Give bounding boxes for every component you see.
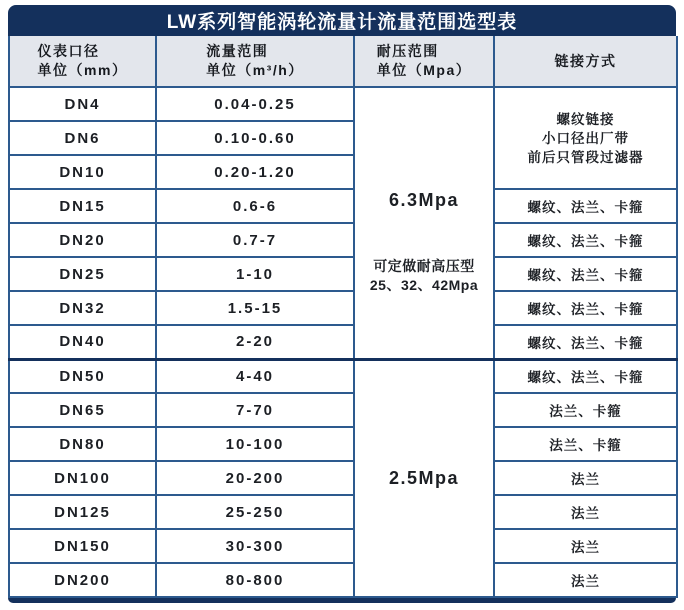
pressure-cell-63 xyxy=(354,87,494,359)
table-row-dn4 xyxy=(9,87,677,121)
connection-cell: 螺纹、法兰、卡箍 xyxy=(494,291,677,325)
connection-cell: 法兰 xyxy=(494,495,677,529)
bottom-border-bar xyxy=(8,598,676,603)
connection-cell: 法兰 xyxy=(494,563,677,597)
range-cell: 0.10-0.60 xyxy=(156,121,354,155)
table-row-dn100 xyxy=(9,461,677,495)
connection-note-cell xyxy=(494,87,677,189)
header-diameter-line2: 单位（mm） xyxy=(37,62,128,78)
connection-cell: 法兰 xyxy=(494,461,677,495)
connection-note-line2: 小口径出厂带 xyxy=(542,130,629,146)
range-cell: 0.7-7 xyxy=(156,223,354,257)
size-cell: DN6 xyxy=(9,121,156,155)
size-cell: DN4 xyxy=(9,87,156,121)
range-cell: 25-250 xyxy=(156,495,354,529)
size-cell: DN50 xyxy=(9,359,156,393)
range-cell: 0.6-6 xyxy=(156,189,354,223)
flow-range-table xyxy=(8,36,678,598)
range-cell: 20-200 xyxy=(156,461,354,495)
size-cell: DN32 xyxy=(9,291,156,325)
pressure-note-line2: 25、32、42Mpa xyxy=(369,277,479,294)
size-cell: DN65 xyxy=(9,393,156,427)
pressure-value: 2.5Mpa xyxy=(388,467,460,488)
pressure-value: 6.3Mpa xyxy=(388,190,460,211)
connection-cell: 螺纹、法兰、卡箍 xyxy=(494,257,677,291)
size-cell: DN80 xyxy=(9,427,156,461)
connection-note-line1: 螺纹链接 xyxy=(556,111,615,127)
size-cell: DN100 xyxy=(9,461,156,495)
table-title: LW系列智能涡轮流量计流量范围选型表 xyxy=(166,12,518,33)
header-flow-range xyxy=(156,36,354,87)
size-cell: DN40 xyxy=(9,325,156,359)
connection-cell: 法兰、卡箍 xyxy=(494,393,677,427)
range-cell: 4-40 xyxy=(156,359,354,393)
table-row-dn15 xyxy=(9,189,677,223)
size-cell: DN15 xyxy=(9,189,156,223)
header-connection-label: 链接方式 xyxy=(554,53,617,69)
header-diameter-line1: 仪表口径 xyxy=(37,43,100,59)
header-pressure-line2: 单位（Mpa） xyxy=(376,62,472,78)
range-cell: 0.20-1.20 xyxy=(156,155,354,189)
table-row-dn40 xyxy=(9,325,677,359)
header-flow-line2: 单位（m³/h） xyxy=(206,62,304,78)
size-cell: DN150 xyxy=(9,529,156,563)
table-row-dn50 xyxy=(9,359,677,393)
range-cell: 1.5-15 xyxy=(156,291,354,325)
header-pressure xyxy=(354,36,494,87)
table-row-dn80 xyxy=(9,427,677,461)
size-cell: DN200 xyxy=(9,563,156,597)
header-connection xyxy=(494,36,677,87)
connection-cell: 螺纹、法兰、卡箍 xyxy=(494,359,677,393)
connection-cell: 法兰 xyxy=(494,529,677,563)
table-row-dn150 xyxy=(9,529,677,563)
range-cell: 30-300 xyxy=(156,529,354,563)
selection-table-card xyxy=(8,5,676,603)
table-row-dn25 xyxy=(9,257,677,291)
range-cell: 80-800 xyxy=(156,563,354,597)
pressure-cell-25 xyxy=(354,359,494,597)
size-cell: DN25 xyxy=(9,257,156,291)
size-cell: DN125 xyxy=(9,495,156,529)
size-cell: DN10 xyxy=(9,155,156,189)
table-row-dn125 xyxy=(9,495,677,529)
range-cell: 10-100 xyxy=(156,427,354,461)
connection-cell: 螺纹、法兰、卡箍 xyxy=(494,325,677,359)
connection-note-line3: 前后只管段过滤器 xyxy=(527,149,644,165)
header-row xyxy=(9,36,677,87)
pressure-note-line1: 可定做耐高压型 xyxy=(373,258,475,275)
pressure-note xyxy=(370,257,478,295)
connection-cell: 螺纹、法兰、卡箍 xyxy=(494,223,677,257)
range-cell: 7-70 xyxy=(156,393,354,427)
connection-cell: 螺纹、法兰、卡箍 xyxy=(494,189,677,223)
table-row-dn200 xyxy=(9,563,677,597)
range-cell: 0.04-0.25 xyxy=(156,87,354,121)
table-row-dn65 xyxy=(9,393,677,427)
connection-cell: 法兰、卡箍 xyxy=(494,427,677,461)
table-title-bar xyxy=(8,5,676,36)
header-pressure-line1: 耐压范围 xyxy=(376,43,439,59)
range-cell: 2-20 xyxy=(156,325,354,359)
table-row-dn32 xyxy=(9,291,677,325)
header-diameter xyxy=(9,36,156,87)
range-cell: 1-10 xyxy=(156,257,354,291)
header-flow-line1: 流量范围 xyxy=(206,43,269,59)
size-cell: DN20 xyxy=(9,223,156,257)
table-row-dn20 xyxy=(9,223,677,257)
